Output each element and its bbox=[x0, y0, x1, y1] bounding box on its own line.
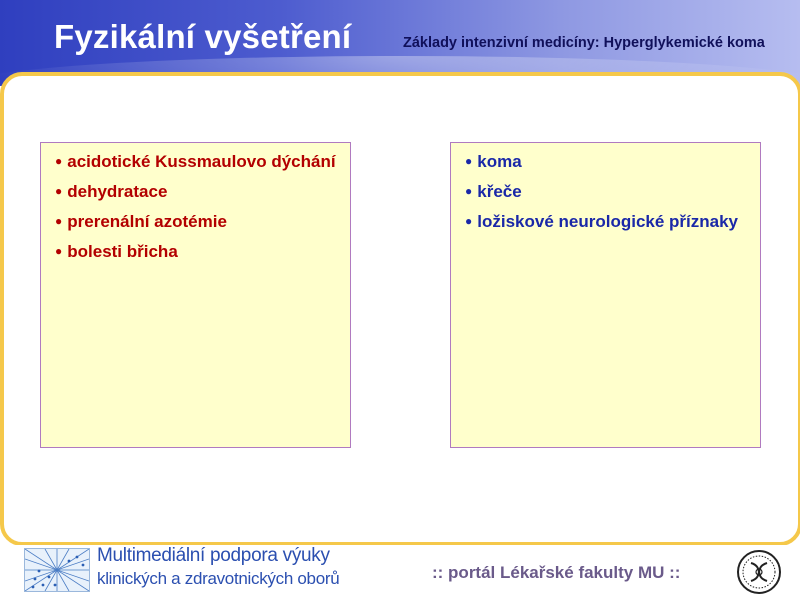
bullet-icon: ● bbox=[55, 184, 63, 198]
slide-title: Fyzikální vyšetření bbox=[54, 18, 352, 55]
list-item: ● koma bbox=[465, 152, 522, 171]
bullet-icon: ● bbox=[55, 154, 63, 168]
list-item: ● dehydratace bbox=[55, 182, 168, 201]
list-item: ● křeče bbox=[465, 182, 522, 201]
list-item: ● bolesti břicha bbox=[55, 242, 178, 261]
list-item: ● prerenální azotémie bbox=[55, 212, 227, 231]
bullet-icon: ● bbox=[465, 184, 473, 198]
right-bullet-list bbox=[465, 149, 750, 234]
slide-subtitle: Základy intenzivní medicíny: Hyperglykemické koma bbox=[403, 35, 765, 51]
bullet-icon: ● bbox=[55, 244, 63, 258]
mesh-logo-icon bbox=[24, 548, 90, 592]
left-bullet-list bbox=[55, 149, 340, 264]
bullet-icon: ● bbox=[55, 214, 63, 228]
bullet-icon: ● bbox=[465, 214, 473, 228]
footer-title-line1: Multimediální podpora výuky bbox=[97, 545, 330, 566]
right-text-box bbox=[450, 142, 761, 448]
list-item: ● ložiskové neurologické příznaky bbox=[465, 212, 739, 231]
footer-title-line2: klinických a zdravotnických oborů bbox=[97, 569, 340, 588]
list-item: ● acidotické Kussmaulovo dýchání bbox=[55, 152, 336, 171]
university-seal-icon bbox=[736, 549, 782, 595]
left-text-box bbox=[40, 142, 351, 448]
bullet-icon: ● bbox=[465, 154, 473, 168]
portal-link[interactable]: :: portál Lékařské fakulty MU :: bbox=[432, 563, 681, 582]
